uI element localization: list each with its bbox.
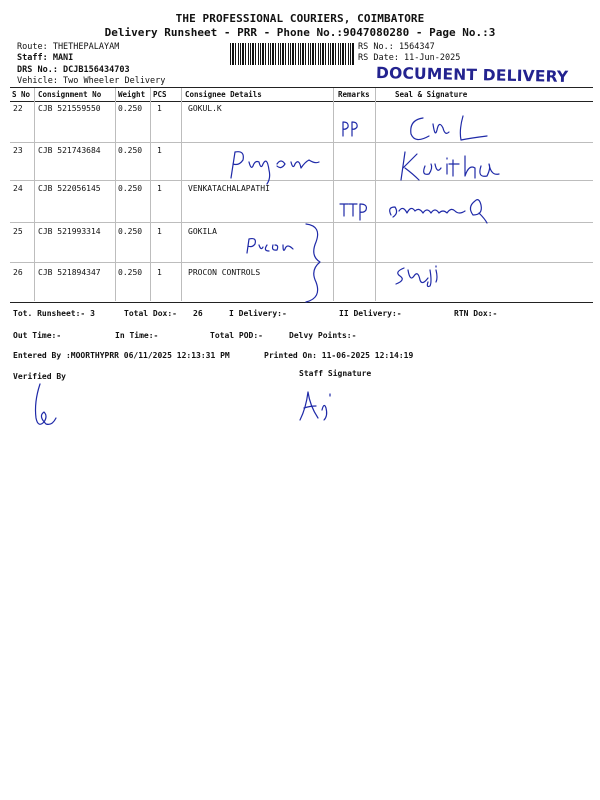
total-dox-value: 26 bbox=[193, 309, 203, 318]
table-header-rule bbox=[10, 101, 593, 102]
company-title: THE PROFESSIONAL COURIERS, COIMBATORE bbox=[175, 12, 425, 25]
rs-number: RS No.: 1564347 bbox=[358, 42, 435, 52]
row-weight: 0.250 bbox=[118, 227, 143, 236]
verified-signature bbox=[30, 382, 60, 430]
row-weight: 0.250 bbox=[118, 146, 143, 155]
ii-delivery: II Delivery:- bbox=[339, 309, 402, 318]
barcode bbox=[230, 43, 354, 65]
row-sno: 24 bbox=[13, 184, 23, 193]
row-consignment: CJB 521559550 bbox=[38, 104, 101, 113]
row-consignment: CJB 522056145 bbox=[38, 184, 101, 193]
out-time: Out Time:- bbox=[13, 331, 62, 340]
row-weight: 0.250 bbox=[118, 184, 143, 193]
delvy-points: Delvy Points:- bbox=[289, 331, 357, 340]
col-consignment: Consignment No bbox=[38, 90, 102, 99]
document-delivery-stamp: DOCUMENT DELIVERY bbox=[375, 63, 569, 87]
brace-mark bbox=[300, 222, 328, 304]
staff-signature-label: Staff Signature bbox=[299, 369, 372, 378]
row-consignment: CJB 521743684 bbox=[38, 146, 101, 155]
route-label: Route: THETHEPALAYAM bbox=[17, 42, 120, 52]
col-divider bbox=[115, 88, 116, 301]
col-divider bbox=[150, 88, 151, 301]
rtn-dox: RTN Dox:- bbox=[454, 309, 498, 318]
row-sno: 25 bbox=[13, 227, 23, 236]
col-pcs: PCS bbox=[153, 90, 167, 99]
row-pcs: 1 bbox=[157, 104, 162, 113]
row-pcs: 1 bbox=[157, 227, 162, 236]
signature-row23 bbox=[225, 148, 325, 186]
i-delivery: I Delivery:- bbox=[229, 309, 287, 318]
row-pcs: 1 bbox=[157, 184, 162, 193]
col-seal-signature: Seal & Signature bbox=[395, 90, 468, 99]
signature-row24 bbox=[385, 193, 495, 225]
row-sno: 22 bbox=[13, 104, 23, 113]
row-pcs: 1 bbox=[157, 146, 162, 155]
rs-date: RS Date: 11-Jun-2025 bbox=[358, 53, 461, 63]
signature-row26 bbox=[392, 262, 444, 288]
col-weight: Weight bbox=[118, 90, 146, 99]
col-sno: S No bbox=[12, 90, 31, 99]
vehicle-label: Vehicle: Two Wheeler Delivery bbox=[17, 76, 166, 86]
row-consignment: CJB 521993314 bbox=[38, 227, 101, 236]
total-pod: Total POD:- bbox=[210, 331, 263, 340]
col-divider bbox=[375, 88, 376, 301]
col-divider bbox=[181, 88, 182, 301]
staff-label: Staff: MANI bbox=[17, 53, 74, 63]
runsheet-subtitle: Delivery Runsheet - PRR - Phone No.:9047080280 - Page No.:3 bbox=[104, 26, 496, 39]
row-consignee: PROCON CONTROLS bbox=[188, 268, 261, 277]
signature-row25 bbox=[243, 235, 297, 257]
col-divider bbox=[333, 88, 334, 301]
row-consignee: GOKUL.K bbox=[188, 104, 222, 113]
entered-by: Entered By :MOORTHYPRR 06/11/2025 12:13:31 PM bbox=[13, 351, 230, 360]
row-sno: 26 bbox=[13, 268, 23, 277]
row-divider bbox=[10, 142, 593, 143]
signature-row22 bbox=[405, 112, 497, 146]
signature-row23-b bbox=[395, 150, 515, 184]
row-sno: 23 bbox=[13, 146, 23, 155]
col-remarks: Remarks bbox=[338, 90, 370, 99]
row-consignment: CJB 521894347 bbox=[38, 268, 101, 277]
tot-runsheet: Tot. Runsheet:- 3 bbox=[13, 309, 95, 318]
printed-on: Printed On: 11-06-2025 12:14:19 bbox=[264, 351, 414, 360]
remark-initials-ttp bbox=[338, 198, 372, 222]
row-consignee: VENKATACHALAPATHI bbox=[188, 184, 270, 193]
table-top-rule bbox=[10, 87, 593, 88]
drs-number: DRS No.: DCJB156434703 bbox=[17, 65, 130, 75]
col-consignee: Consignee Details bbox=[185, 90, 262, 99]
remark-initials-pp bbox=[340, 118, 362, 140]
row-pcs: 1 bbox=[157, 268, 162, 277]
total-dox-label: Total Dox:- bbox=[124, 309, 177, 318]
col-divider bbox=[34, 88, 35, 301]
in-time: In Time:- bbox=[115, 331, 159, 340]
row-weight: 0.250 bbox=[118, 104, 143, 113]
row-consignee: GOKILA bbox=[188, 227, 217, 236]
row-weight: 0.250 bbox=[118, 268, 143, 277]
staff-signature-mark bbox=[296, 388, 340, 424]
verified-by-label: Verified By bbox=[13, 372, 66, 381]
